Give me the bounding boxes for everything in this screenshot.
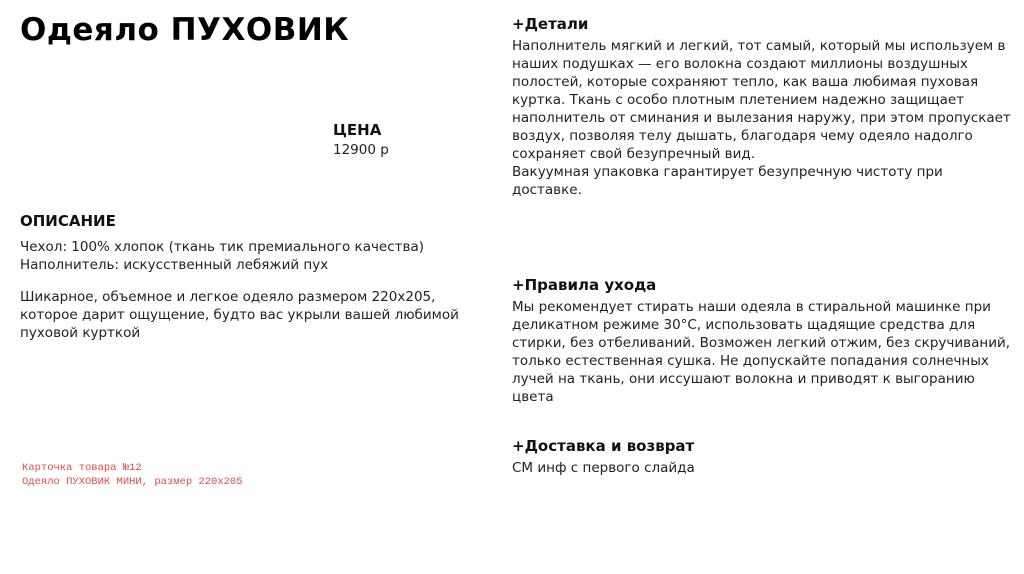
price-label: ЦЕНА	[333, 121, 382, 139]
details-body	[512, 37, 1012, 199]
care-section	[512, 276, 1012, 406]
price-block	[333, 121, 389, 158]
description-specs	[20, 238, 424, 274]
care-heading[interactable]: +Правила ухода	[512, 276, 657, 294]
details-packaging: Вакуумная упаковка гарантирует безупречную чистоту при доставке.	[512, 164, 943, 198]
delivery-paragraph: СМ инф с первого слайда	[512, 460, 695, 476]
delivery-body	[512, 459, 1012, 477]
spec-cover: Чехол: 100% хлопок (ткань тик премиального качества)	[20, 239, 425, 255]
details-section	[512, 15, 1012, 199]
card-note-line2: Одеяло ПУХОВИК МИНИ, размер 220х205	[22, 476, 243, 488]
details-heading[interactable]: +Детали	[512, 15, 589, 33]
care-paragraph: Мы рекомендует стирать наши одеяла в стиральной машинке при деликатном режиме 30°С, использовать щадящие средства для стирки, без отбеливаний. Возможен легкий отжим, без скручиваний, только естественная сушка. Не допускайте попадания солнечных лучей на ткань, они иссушают волокна и приводят к выгоранию цвета	[512, 299, 1011, 405]
description-heading: ОПИСАНИЕ	[20, 212, 116, 230]
delivery-heading[interactable]: +Доставка и возврат	[512, 437, 695, 455]
price-value: 12900 р	[333, 142, 389, 158]
delivery-section	[512, 437, 1012, 477]
card-note	[22, 461, 243, 489]
care-body	[512, 298, 1012, 406]
product-title: Одеяло ПУХОВИК	[20, 12, 350, 48]
spec-filler: Наполнитель: искусственный лебяжий пух	[20, 257, 329, 273]
details-paragraph: Наполнитель мягкий и легкий, тот самый, который мы используем в наших подушках — его волокна создают миллионы воздушных полостей, которые сохраняют тепло, как ваша любимая пуховая куртка. Ткань с особо плотным плетением надежно защищает наполнитель от сминания и вылезания наружу, при этом пропускает воздух, позволяя телу дышать, благодаря чему одеяло надолго сохраняет свой безупречный вид.	[512, 38, 1011, 162]
card-note-line1: Карточка товара №12	[22, 462, 142, 474]
description-paragraph: Шикарное, объемное и легкое одеяло размером 220х205, которое дарит ощущение, будто вас укрыли вашей любимой пуховой курткой	[20, 289, 459, 341]
